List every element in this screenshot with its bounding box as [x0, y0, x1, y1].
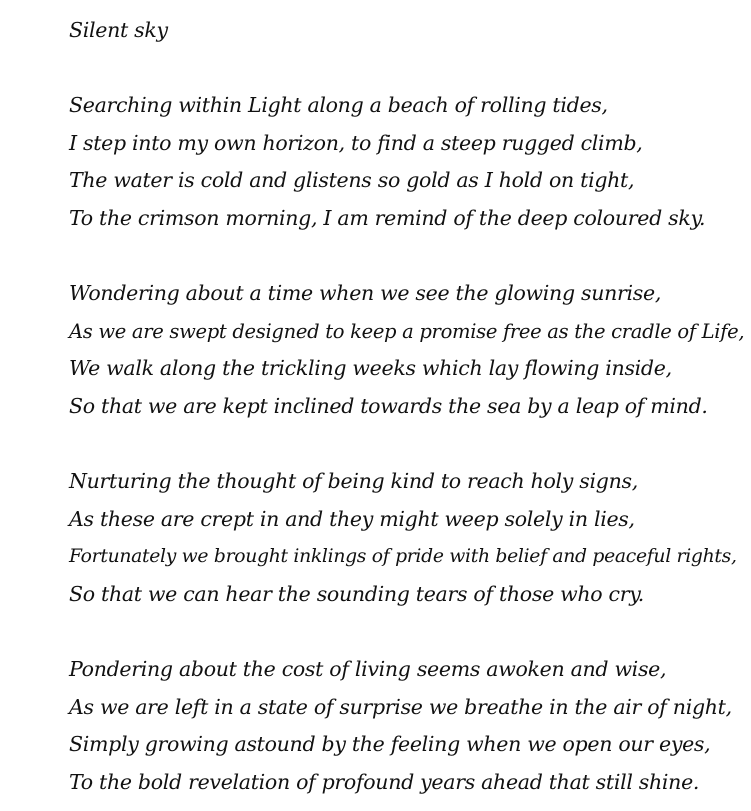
stanza-gap	[69, 238, 739, 276]
poem-line: As we are left in a state of surprise we breathe in the air of night,	[69, 694, 732, 719]
poem-line: As these are crept in and they might weep solely in lies,	[69, 506, 635, 531]
poem-line: Pondering about the cost of living seems awoken and wise,	[69, 657, 667, 682]
poem	[69, 12, 745, 801]
poem-line: To the bold revelation of profound years ahead that still shine.	[69, 769, 700, 794]
poem-line: The water is cold and glistens so gold as I hold on tight,	[69, 168, 635, 193]
stanza-2	[69, 275, 745, 425]
poem-line: So that we can hear the sounding tears of those who cry.	[69, 581, 644, 606]
stanza-gap	[69, 426, 739, 464]
poem-line: Searching within Light along a beach of rolling tides,	[69, 93, 608, 118]
poem-line: We walk along the trickling weeks which lay flowing inside,	[69, 356, 672, 381]
stanza-3	[69, 463, 739, 613]
stanza-1	[69, 87, 739, 237]
poem-line: Fortunately we brought inklings of pride with belief and peaceful rights,	[69, 546, 737, 568]
stanza-gap	[69, 50, 739, 88]
poem-line: I step into my own horizon, to find a steep rugged climb,	[69, 130, 643, 155]
stanza-gap	[69, 614, 739, 652]
poem-line: So that we are kept inclined towards the sea by a leap of mind.	[69, 393, 708, 418]
poem-line: Nurturing the thought of being kind to reach holy signs,	[69, 469, 638, 494]
poem-title: Silent sky	[69, 18, 168, 42]
poem-line: Wondering about a time when we see the glowing sunrise,	[69, 281, 662, 306]
poem-line: As we are swept designed to keep a promise free as the cradle of Life,	[69, 319, 745, 343]
poem-line: To the crimson morning, I am remind of the deep coloured sky.	[69, 205, 706, 230]
poem-line: Simply growing astound by the feeling when we open our eyes,	[69, 732, 711, 757]
stanza-4	[69, 651, 739, 801]
